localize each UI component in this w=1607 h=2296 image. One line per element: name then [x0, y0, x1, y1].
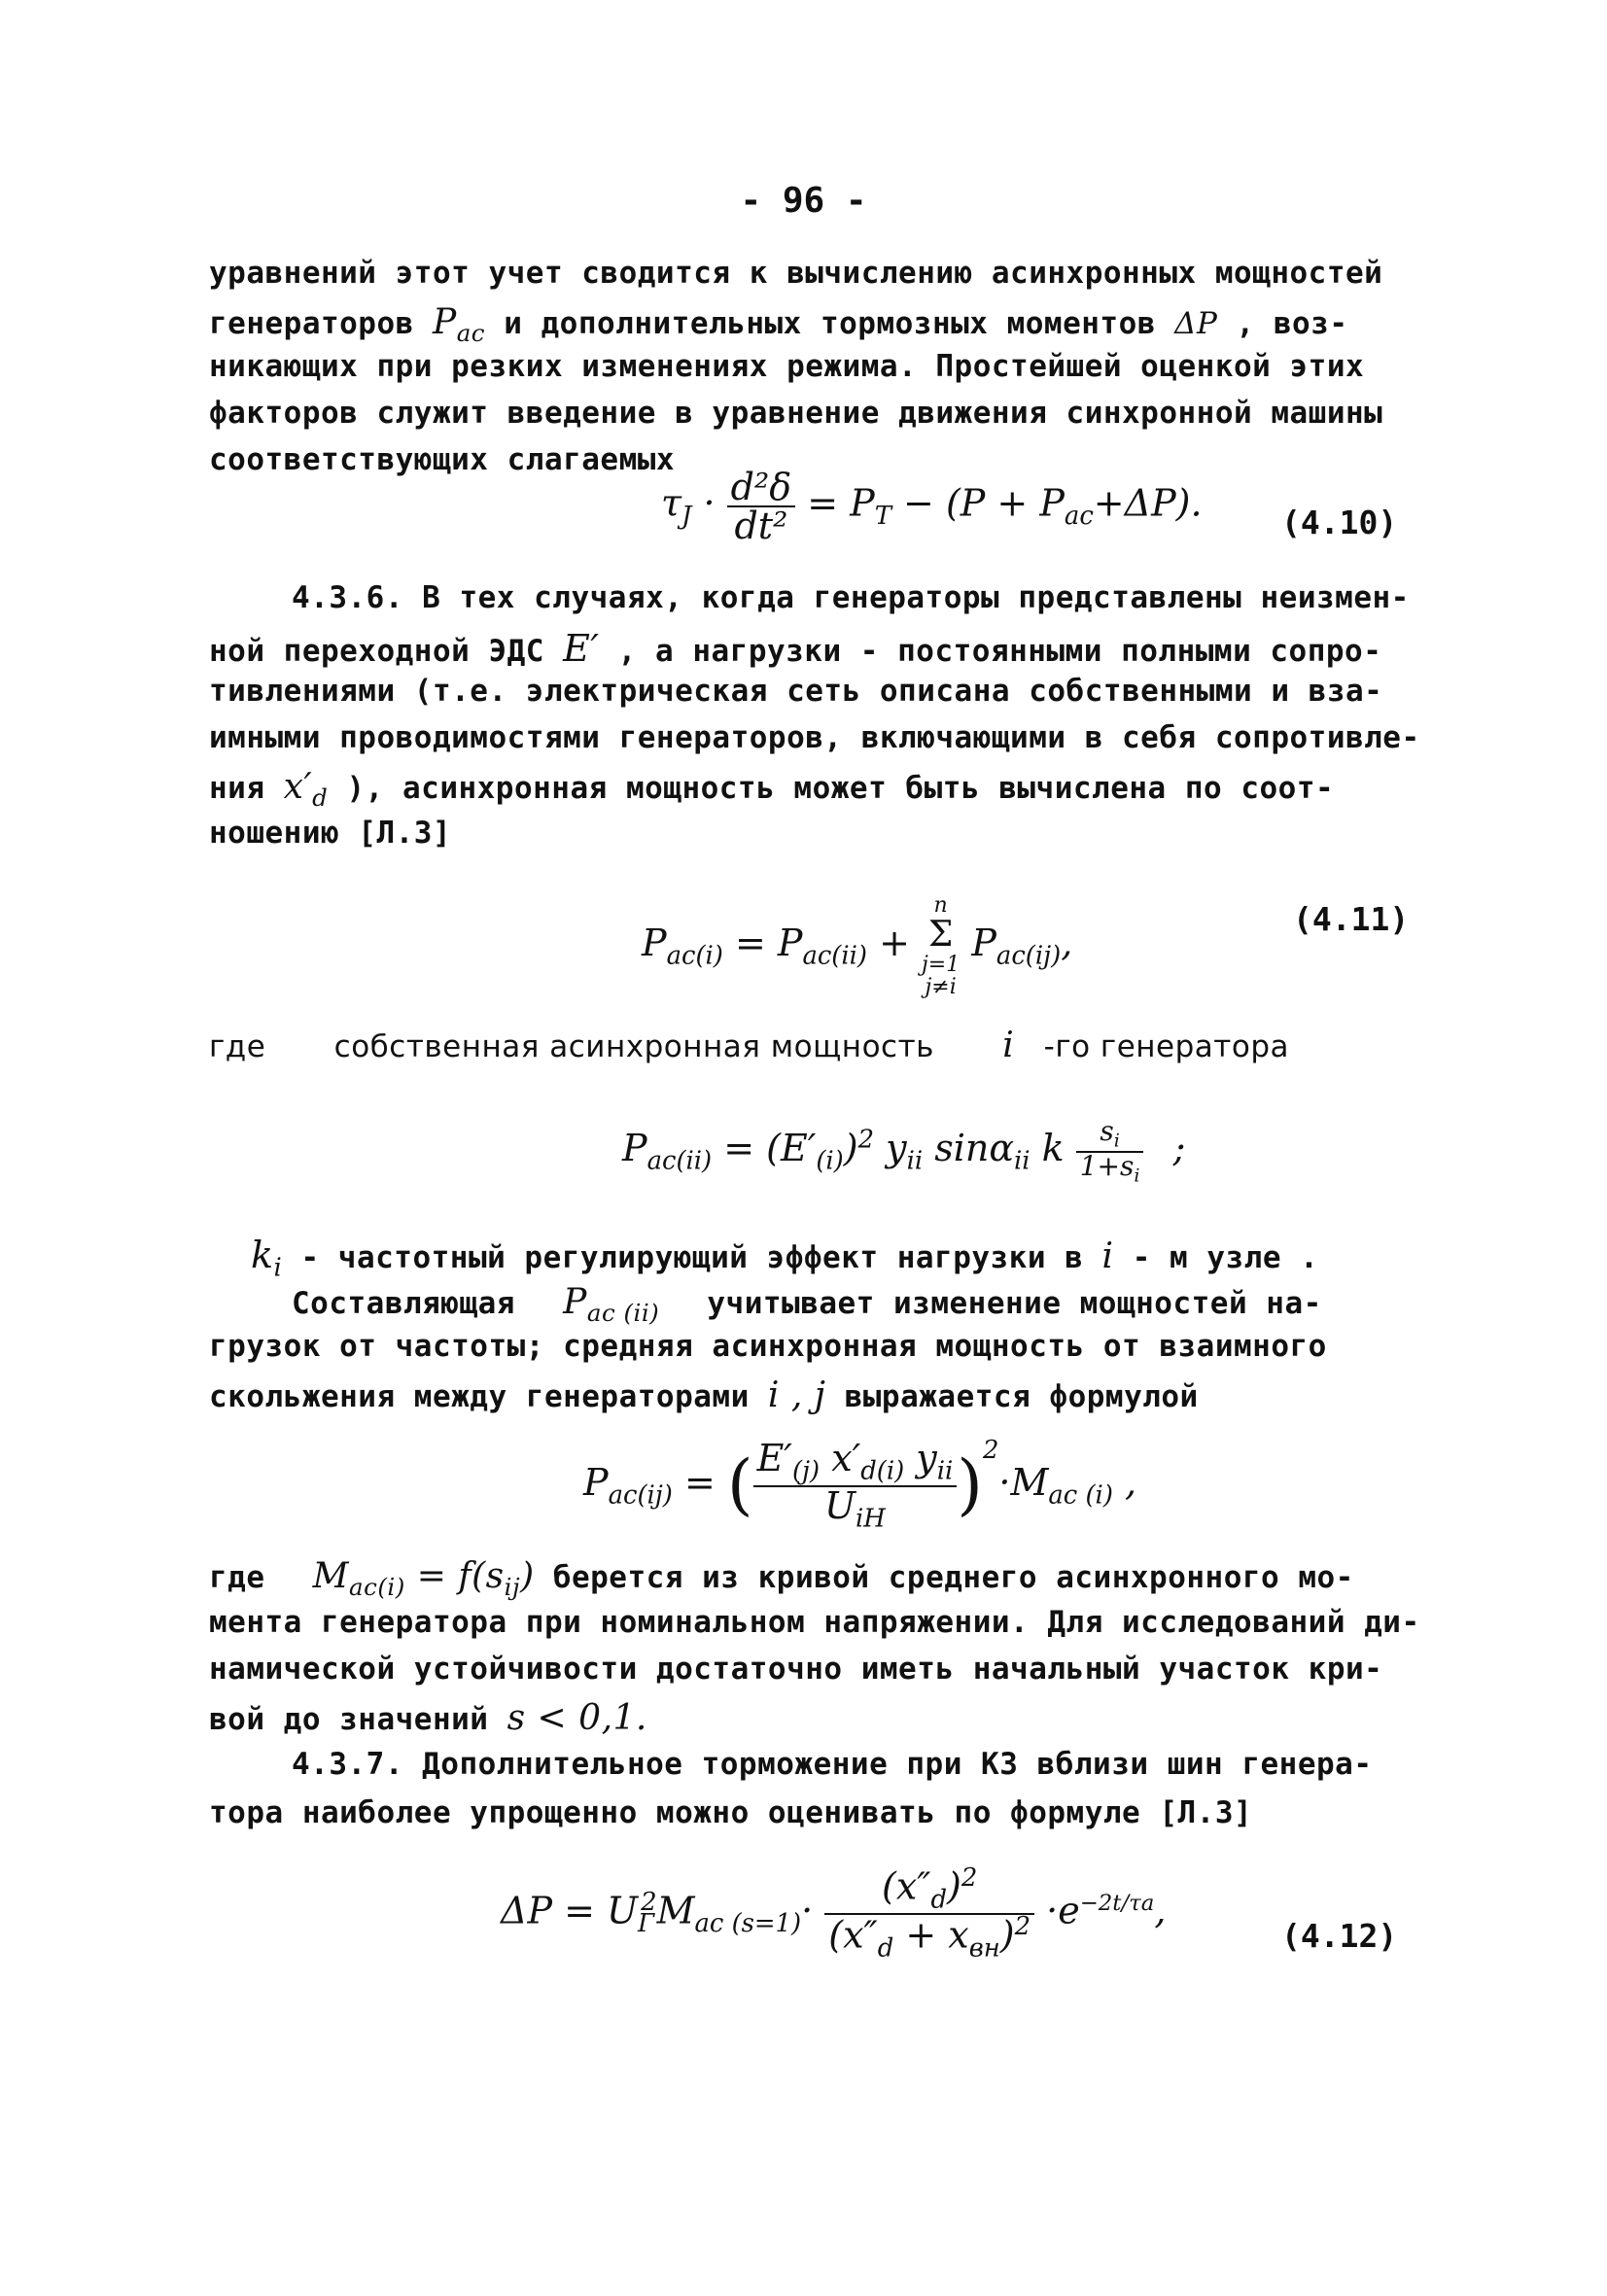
paragraph-2-line-1: 4.3.6. В тех случаях, когда генераторы представлены неизмен-: [292, 580, 1410, 615]
paragraph-4-line-6: тора наиболее упрощенно можно оценивать по формуле [Л.3]: [209, 1795, 1253, 1830]
equation-number-4-10: (4.10): [1281, 504, 1398, 541]
paragraph-2-line-2: ной переходной ЭДС E′ , а нагрузки - постоянными полными сопро-: [209, 627, 1382, 670]
paragraph-3-line-4: скольжения между генераторами i , j выражается формулой: [209, 1375, 1199, 1415]
paragraph-1-line-5: соответствующих слагаемых: [209, 442, 676, 477]
equation-4-10: $\tau_J$ · $\frac{\text{d²δ}}{\text{dt²}}$ = $P_T - (P + P_{ac}+\Delta P)$.: [661, 466, 1203, 547]
paragraph-1-line-1: уравнений этот учет сводится к вычислению асинхронных мощностей: [209, 256, 1383, 291]
equation-number-4-12: (4.12): [1281, 1917, 1398, 1955]
paragraph-1-line-4: факторов служит введение в уравнение движения синхронной машины: [209, 396, 1383, 431]
paragraph-4-line-4: вой до значений s < 0,1.: [209, 1698, 647, 1738]
page-number: - 96 -: [740, 181, 867, 221]
paragraph-4-line-2: мента генератора при номинальном напряжении. Для исследований ди-: [209, 1605, 1420, 1640]
paragraph-2-line-5: ния $x'_d$ ), асинхронная мощность может быть вычислена по соот-: [209, 767, 1335, 813]
equation-pac-ii: $P_{ac(ii)} = (E'_{(i)})^2$ $y_{ii}$ sinα$_{ii}$ k $\frac{s_i}{1+s_i}$ ;: [622, 1115, 1186, 1187]
paragraph-3-line-3: грузок от частоты; средняя асинхронная мощность от взаимного: [209, 1329, 1327, 1364]
paragraph-3-line-1: $k_i$ - частотный регулирующий эффект нагрузки в i - м узле .: [251, 1234, 1319, 1283]
paragraph-2-line-3: тивлениями (т.е. электрическая сеть описана собственными и вза-: [209, 674, 1383, 709]
equation-number-4-11: (4.11): [1293, 900, 1410, 938]
equation-pac-ij: $P_{ac(ij)}$ = ( $\frac{E'_{(j)} x'_{d(i)} y_{ii}}{U_{iH}}$ )$^2\cdot M_{ac (i)}$ ,: [583, 1436, 1137, 1534]
paragraph-3-line-2: Составляющая $P_{ac (ii)}$ учитывает изменение мощностей на-: [292, 1282, 1322, 1328]
equation-4-12: $\Delta P = U_Г^2M_{ac (s=1)}\cdot$ $\frac{(x''_d)^2}{(x''_d + x_{вн})^2}$ $\cdot e^{-2t/\tau a}$,: [501, 1863, 1167, 1964]
paragraph-2-line-4: имными проводимостями генераторов, включающими в себя сопротивле-: [209, 720, 1420, 755]
paragraph-1-line-2: генераторов $P_{ac}$ и дополнительных тормозных моментов ΔP , воз-: [209, 302, 1348, 348]
where-line-1: где собственная асинхронная мощность i -го генератора: [209, 1026, 1290, 1065]
paragraph-2-line-6: ношению [Л.3]: [209, 816, 452, 851]
paragraph-4-line-3: намической устойчивости достаточно иметь начальный участок кри-: [209, 1652, 1383, 1687]
paragraph-4-line-5: 4.3.7. Дополнительное торможение при КЗ вблизи шин генера-: [292, 1747, 1373, 1782]
paragraph-4-line-1: где $M_{ac(i)} = f(s_{ij})$ берется из кривой среднего асинхронного мо-: [209, 1556, 1354, 1602]
equation-4-11: $P_{ac(i)} = P_{ac(ii)}$ + n Σ j=1 j≠i $P_{ac(ij)}$,: [642, 893, 1073, 999]
paragraph-1-line-3: никающих при резких изменениях режима. Простейшей оценкой этих: [209, 349, 1365, 384]
